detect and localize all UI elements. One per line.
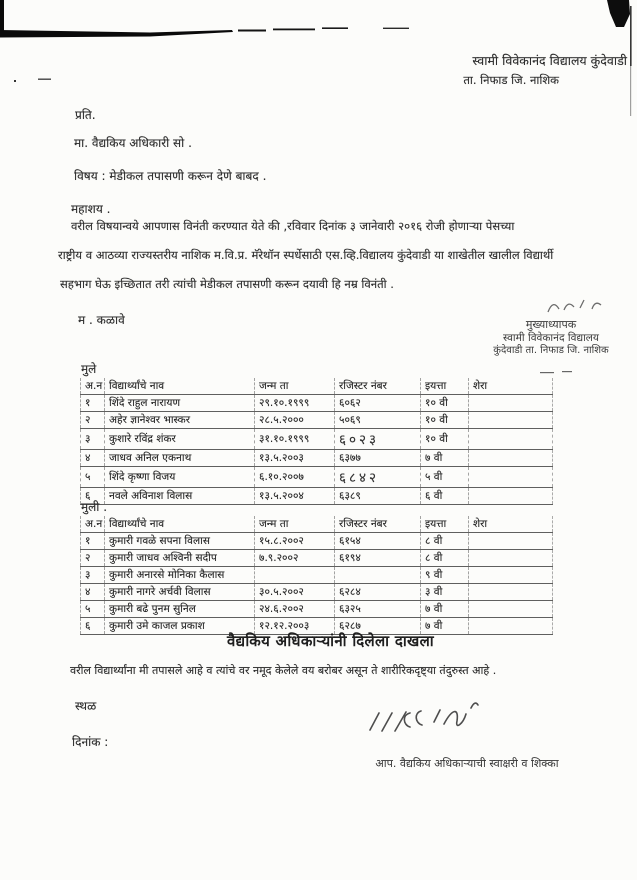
salutation: महाशय . bbox=[71, 202, 111, 216]
signature-caption: आप. वैद्यकिय अधिकाऱ्याची स्वाक्षरी व शिक्का bbox=[375, 757, 559, 770]
stamp-scribble bbox=[540, 296, 620, 316]
certificate-title: वैद्यकिय अधिकाऱ्यांनी दिलेला दाखला bbox=[227, 632, 434, 650]
table-cell bbox=[469, 412, 553, 429]
table-row bbox=[81, 584, 553, 601]
stamp-address: कुंदेवाडी ता. निफाड जि. नाशिक bbox=[493, 344, 609, 356]
table-cell: ३०.५.२००२ bbox=[255, 584, 335, 601]
table-cell: ६३७७ bbox=[335, 450, 421, 467]
table-cell: ३१.१०.१९९९ bbox=[255, 429, 335, 450]
table-cell bbox=[469, 533, 553, 550]
table-cell bbox=[469, 429, 553, 450]
table-cell: २९.१०.१९९९ bbox=[255, 395, 335, 412]
table-row bbox=[81, 533, 553, 550]
date-label: दिनांक : bbox=[72, 735, 109, 749]
scan-artifact-corner-blob bbox=[607, 0, 630, 27]
table-cell: ६०६२ bbox=[335, 395, 421, 412]
table-cell: १२.१२.२००३ bbox=[255, 618, 335, 635]
table-cell: कुमारी नागरे अर्चवी विलास bbox=[105, 584, 255, 601]
doctor-signature bbox=[358, 694, 508, 739]
certificate-body: वरील विद्यार्थ्यांना मी तपासले आहे व त्यांचे वर नमूद केलेले वय बरोबर असून ते शारीरिकदृष्ट्या तंदुरुस्त आहे . bbox=[70, 664, 497, 677]
principal-stamp bbox=[468, 318, 634, 357]
table-cell: ३ bbox=[81, 429, 105, 450]
table-cell: कुमारी गवळे सपना विलास bbox=[105, 533, 255, 550]
school-name: स्वामी विवेकानंद विद्यालय कुंदेवाडी bbox=[472, 53, 627, 68]
table-cell bbox=[469, 467, 553, 488]
table-header-row bbox=[81, 378, 553, 395]
stamp-title: मुख्याध्यापक bbox=[525, 318, 577, 331]
table-cell: ६२८४ bbox=[335, 584, 421, 601]
table-row bbox=[81, 488, 553, 505]
table-cell: २८.५.२००० bbox=[255, 412, 335, 429]
boys-table bbox=[80, 378, 553, 505]
table-cell: ५ bbox=[81, 601, 105, 618]
table-cell: १० वी bbox=[421, 395, 469, 412]
table-cell: ३ वी bbox=[421, 584, 469, 601]
table-cell bbox=[469, 567, 553, 584]
stamp-school: स्वामी विवेकानंद विद्यालय bbox=[503, 331, 599, 344]
table-cell: २४.६.२००२ bbox=[255, 601, 335, 618]
table-cell: १ bbox=[81, 395, 105, 412]
column-header: अ.न bbox=[81, 378, 105, 395]
table-cell bbox=[469, 584, 553, 601]
table-cell: १० वी bbox=[421, 429, 469, 450]
table-cell: ४ bbox=[81, 450, 105, 467]
table-cell bbox=[469, 395, 553, 412]
scan-artifact-dashes bbox=[520, 368, 600, 376]
girls-table bbox=[80, 516, 553, 635]
column-header: जन्म ता bbox=[255, 516, 335, 533]
body-line: राष्ट्रीय व आठव्या राज्यस्तरीय नाशिक म.वि.प्र. मॅरेथॉन स्पर्धेसाठी एस.व्हि.विद्यालय कुंदेवाडी या शाखेतील खालील विद्यार्थी bbox=[58, 248, 554, 262]
column-header: विद्यार्थ्यांचे नाव bbox=[105, 378, 255, 395]
table-cell: शिंदे कृष्णा विजय bbox=[105, 467, 255, 488]
scan-artifact-top-line bbox=[0, 30, 233, 38]
table-cell: जाधव अनिल एकनाथ bbox=[105, 450, 255, 467]
table-cell: ७ वी bbox=[421, 450, 469, 467]
table-cell: ६.१०.२००७ bbox=[255, 467, 335, 488]
table-cell: कुमारी बढे पुनम सुनिल bbox=[105, 601, 255, 618]
table-row bbox=[81, 567, 553, 584]
column-header: रजिस्टर नंबर bbox=[335, 378, 421, 395]
table-cell: शिंदे राहुल नारायण bbox=[105, 395, 255, 412]
table-row bbox=[81, 412, 553, 429]
table-cell: ४ bbox=[81, 584, 105, 601]
table-cell bbox=[469, 550, 553, 567]
table-cell: २ bbox=[81, 550, 105, 567]
column-header: इयत्ता bbox=[421, 516, 469, 533]
table-cell: ६ वी bbox=[421, 488, 469, 505]
table-row bbox=[81, 467, 553, 488]
table-cell: कुमारी अनारसे मोनिका कैलास bbox=[105, 567, 255, 584]
table-cell: ७ वी bbox=[421, 601, 469, 618]
table-header-row bbox=[81, 516, 553, 533]
table-cell: ६१५४ bbox=[335, 533, 421, 550]
column-header: रजिस्टर नंबर bbox=[335, 516, 421, 533]
table-cell: १५.८.२००२ bbox=[255, 533, 335, 550]
table-cell: ५ bbox=[81, 467, 105, 488]
table-row bbox=[81, 450, 553, 467]
table-cell bbox=[335, 567, 421, 584]
table-cell: ६८४२ bbox=[335, 467, 421, 488]
column-header: अ.न bbox=[81, 516, 105, 533]
to-prefix: प्रति. bbox=[75, 108, 96, 122]
table-cell: ६२८७ bbox=[335, 618, 421, 635]
subject-line: विषय : मेडीकल तपासणी करून देणे बाबद . bbox=[74, 169, 267, 183]
column-header: शेरा bbox=[469, 378, 553, 395]
table-cell: ९ वी bbox=[421, 567, 469, 584]
closing-line: म . कळावे bbox=[78, 313, 125, 327]
table-cell: ६३८९ bbox=[335, 488, 421, 505]
recipient-line: मा. वैद्यकिय अधिकारी सो . bbox=[74, 136, 192, 150]
table-cell: कुमारी उमे काजल प्रकाश bbox=[105, 618, 255, 635]
body-line: सहभाग घेऊ इच्छितात तरी त्यांची मेडीकल तपासणी करून दयावी हि नम्र विनंती . bbox=[60, 277, 394, 291]
table-cell: ३ bbox=[81, 567, 105, 584]
table-cell: १० वी bbox=[421, 412, 469, 429]
table-cell bbox=[255, 567, 335, 584]
scan-artifacts bbox=[0, 0, 637, 180]
column-header: शेरा bbox=[469, 516, 553, 533]
table-row bbox=[81, 550, 553, 567]
column-header: विद्यार्थ्यांचे नाव bbox=[105, 516, 255, 533]
table-cell bbox=[469, 601, 553, 618]
table-cell: ५ वी bbox=[421, 467, 469, 488]
table-cell: १ bbox=[81, 533, 105, 550]
table-cell bbox=[469, 450, 553, 467]
body-line: वरील विषयान्वये आपणास विनंती करण्यात येते की ,रविवार दिनांक ३ जानेवारी २०१६ रोजी होणाऱ्या पेसच्या bbox=[71, 219, 515, 233]
school-location: ता. निफाड जि. नाशिक bbox=[463, 73, 559, 87]
table-cell: ८ वी bbox=[421, 550, 469, 567]
table-cell: ५०६९ bbox=[335, 412, 421, 429]
table-cell: कुमारी जाधव अश्विनी सदीप bbox=[105, 550, 255, 567]
table-cell: ७.९.२००२ bbox=[255, 550, 335, 567]
column-header: जन्म ता bbox=[255, 378, 335, 395]
place-label: स्थळ bbox=[75, 699, 97, 713]
column-header: इयत्ता bbox=[421, 378, 469, 395]
table-cell: ६१९४ bbox=[335, 550, 421, 567]
table-cell: अहेर ज्ञानेश्वर भास्कर bbox=[105, 412, 255, 429]
table-cell: ८ वी bbox=[421, 533, 469, 550]
table-cell: १३.५.२००४ bbox=[255, 488, 335, 505]
table-cell bbox=[469, 488, 553, 505]
table-cell: ६ bbox=[81, 618, 105, 635]
table-row bbox=[81, 601, 553, 618]
table-cell: १३.५.२००३ bbox=[255, 450, 335, 467]
boys-table-label: मुले bbox=[81, 362, 97, 376]
table-cell: ६ bbox=[81, 488, 105, 505]
table-row bbox=[81, 429, 553, 450]
girls-table-label: मुली . bbox=[81, 500, 108, 514]
table-cell: २ bbox=[81, 412, 105, 429]
table-cell: ६३२५ bbox=[335, 601, 421, 618]
table-cell: ७ वी bbox=[421, 618, 469, 635]
table-cell: नवले अविनाश विलास bbox=[105, 488, 255, 505]
table-cell: ६०२३ bbox=[335, 429, 421, 450]
table-cell: कुशारे रविंद्र शंकर bbox=[105, 429, 255, 450]
table-row bbox=[81, 395, 553, 412]
